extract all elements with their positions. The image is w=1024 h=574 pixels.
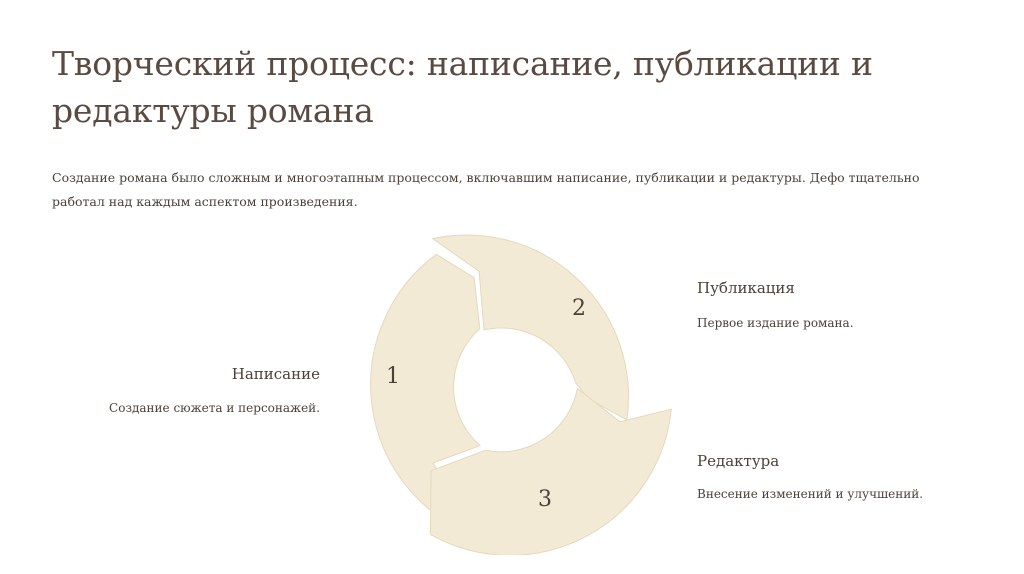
cycle-diagram <box>330 225 690 555</box>
step-number-1: 1 <box>386 364 400 389</box>
slide-title: Творческий процесс: написание, публикации и редактуры романа <box>52 44 873 130</box>
step-1-description: Создание сюжета и персонажей. <box>109 401 320 415</box>
step-2-description: Первое издание романа. <box>697 316 854 330</box>
step-1-title: Написание <box>231 365 320 383</box>
step-2-title: Публикация <box>697 279 795 297</box>
step-number-2: 2 <box>572 296 586 321</box>
intro-paragraph: Создание романа было сложным и многоэтапным процессом, включавшим написание, публикации и редактуры. Дефо тщательно работал над каждым аспектом произведения. <box>52 170 920 209</box>
step-3-title: Редактура <box>697 452 780 470</box>
cycle-segment-3 <box>430 389 671 556</box>
step-number-3: 3 <box>538 487 552 512</box>
step-3-description: Внесение изменений и улучшений. <box>697 487 924 501</box>
